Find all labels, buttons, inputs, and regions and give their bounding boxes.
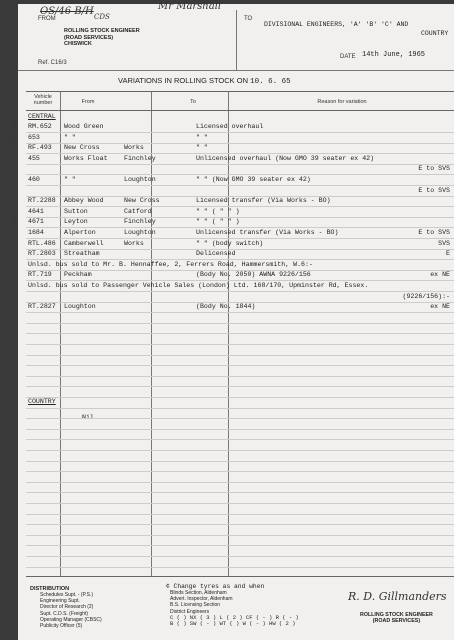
to-garage: Works xyxy=(124,239,144,247)
ruled-line xyxy=(26,556,454,557)
ruled-line xyxy=(26,535,454,536)
col-from: From xyxy=(81,99,95,105)
reason: " " xyxy=(196,133,208,141)
ruled-line xyxy=(26,545,454,546)
vehicle-number: RT.2827 xyxy=(28,303,56,311)
to-label: TO xyxy=(244,16,253,22)
ruled-line xyxy=(26,365,454,366)
from-garage: Works Float xyxy=(64,154,108,162)
tyre-note: ¢ Change tyres as and when xyxy=(166,583,265,590)
destination-code: E to SVS xyxy=(418,229,450,236)
ruled-line xyxy=(26,344,454,345)
date-label: DATE xyxy=(340,54,356,60)
to-garage: Finchley xyxy=(124,218,156,226)
ruled-line xyxy=(26,280,454,281)
from-garage: Loughton xyxy=(64,303,96,311)
ruled-line xyxy=(26,291,454,292)
ruled-line xyxy=(26,514,454,515)
ruled-line xyxy=(26,503,454,504)
ruled-line xyxy=(26,439,454,440)
vehicle-number: 4671 xyxy=(28,218,44,226)
destination-code: E to SVS xyxy=(418,165,450,173)
check-mark: ✓ xyxy=(12,122,18,130)
ruled-line xyxy=(26,355,454,356)
destination-code: (9226/156):- xyxy=(402,292,450,300)
ruled-line xyxy=(26,429,454,430)
vehicle-number: 4641 xyxy=(28,207,44,215)
reason: (Body No. 2050) AWNA 9226/156 xyxy=(196,271,311,279)
memo-sheet xyxy=(12,1,454,640)
from-garage: Sutton xyxy=(64,207,88,215)
from-garage: Wood Green xyxy=(64,123,104,130)
ruled-line xyxy=(26,153,454,154)
header-rule xyxy=(26,110,454,111)
vehicle-number: RT.2803 xyxy=(28,250,56,258)
to-block xyxy=(236,10,454,71)
from-garage: Peckham xyxy=(64,271,92,279)
handwritten-cds: CDS xyxy=(94,13,110,21)
table-row xyxy=(12,122,454,132)
to-garage: Loughton xyxy=(124,229,156,236)
to-garage: Loughton xyxy=(124,176,156,183)
table-row xyxy=(26,175,454,185)
from-label: FROM xyxy=(38,16,56,22)
ruled-line xyxy=(26,259,454,260)
district-code-2: B ( ) SW ( - ) WT ( ) W ( - ) HW ( 2 ) xyxy=(170,620,296,628)
ruled-line xyxy=(26,312,454,313)
from-garage: Abbey Wood xyxy=(64,197,104,205)
page-title: VARIATIONS IN ROLLING STOCK ON 10. 6. 65 xyxy=(118,76,291,86)
ruled-line xyxy=(26,217,454,218)
destination-code: SVS xyxy=(438,239,450,247)
table-row xyxy=(26,302,454,312)
ruled-line xyxy=(26,323,454,324)
destination-code: ex NE xyxy=(430,303,450,311)
ruled-line xyxy=(26,418,454,419)
ruled-line xyxy=(26,164,454,165)
variations-table xyxy=(12,91,454,577)
title-date: 10. 6. 65 xyxy=(250,78,291,86)
reason: Unlicensed overhaul (Now GMO 39 seater ex 42) xyxy=(196,154,375,162)
section-country: COUNTRY xyxy=(28,398,56,405)
table-row xyxy=(26,186,454,196)
reason: " " xyxy=(196,144,208,152)
distribution-label: DISTRIBUTION xyxy=(30,586,70,592)
to-garage: Finchley xyxy=(124,154,156,162)
ruled-line xyxy=(26,471,454,472)
ruled-line xyxy=(26,386,454,387)
ruled-line xyxy=(26,196,454,197)
ruled-line xyxy=(26,567,454,568)
row-note: Unlsd. bus sold to Passenger Vehicle Sales (London) Ltd. 168/170, Upminster Rd, Essex. xyxy=(28,282,369,289)
to-garage: Catford xyxy=(124,207,152,215)
from-garage: " " xyxy=(64,176,76,183)
to-line-2: COUNTRY xyxy=(421,30,449,37)
distribution-list-left: Schedules Supt. - (P.S.) Engineering Supt. Director of Research (2) Supt. C.D.S. (Freight) Operating Manager (CBSC) Publicity Officer (5) xyxy=(40,592,102,630)
table-row xyxy=(26,249,454,259)
ruled-line xyxy=(26,524,454,525)
ruled-line xyxy=(26,185,454,186)
ruled-line xyxy=(26,450,454,451)
reason: " " ( " " ) xyxy=(196,207,240,215)
check-mark: ✓ xyxy=(12,228,18,236)
distribution-list-right: Blinds Section, Aldenham Advert. Inspector, Aldenham B.S. Licensing Section District Engineers C ( ) NX ( 3 ) L ( 2 ) CF ( - ) R ( - ) B ( ) SW ( - ) WT ( ) W ( - ) HW ( 2 ) xyxy=(170,590,299,628)
signatory-title: ROLLING STOCK ENGINEER (ROAD SERVICES) xyxy=(360,612,433,625)
signature: R. D. Gillmanders xyxy=(348,590,447,603)
ruled-line xyxy=(26,132,454,133)
reason: Unlicensed transfer (Via Works - BO) xyxy=(196,229,339,236)
to-line-1: DIVISIONAL ENGINEERS, 'A' 'B' 'C' AND xyxy=(264,21,409,28)
col-to: To xyxy=(190,99,196,105)
ruled-line xyxy=(26,270,454,271)
table-row xyxy=(26,292,454,302)
vehicle-number: 653 xyxy=(28,133,40,141)
vehicle-number: 460 xyxy=(28,176,40,183)
table-row xyxy=(26,281,454,291)
vehicle-number: 1684 xyxy=(28,229,44,236)
ruled-line xyxy=(26,227,454,228)
from-garage: Streatham xyxy=(64,250,100,258)
table-row xyxy=(12,228,454,238)
to-garage: Works xyxy=(124,144,144,152)
ruled-line xyxy=(26,408,454,409)
handwritten-name: Mr Marshall xyxy=(158,1,222,12)
check-mark: ✓ xyxy=(12,132,18,141)
ruled-line xyxy=(26,397,454,398)
reason: " " ( " " ) xyxy=(196,218,240,226)
destination-code: ex NE xyxy=(430,271,450,279)
ruled-line xyxy=(26,302,454,303)
table-row xyxy=(12,196,454,206)
district-code-1: C ( ) NX ( 3 ) L ( 2 ) CF ( - ) R ( - ) xyxy=(170,613,299,621)
ruled-line xyxy=(26,461,454,462)
ruled-line xyxy=(26,482,454,483)
from-garage: Camberwell xyxy=(64,239,104,247)
ruled-line xyxy=(26,238,454,239)
section-central: CENTRAL xyxy=(28,113,56,120)
check-mark: ✓ xyxy=(12,196,18,205)
ruled-line xyxy=(26,143,454,144)
table-row xyxy=(26,260,454,270)
table-row xyxy=(26,164,454,174)
table-row xyxy=(26,270,454,280)
from-garage: Alperton xyxy=(64,229,96,236)
table-row xyxy=(26,207,454,217)
from-address: ROLLING STOCK ENGINEER (ROAD SERVICES) CHISWICK xyxy=(64,28,140,47)
ruled-line xyxy=(26,174,454,175)
date-value: 14th June, 1965 xyxy=(362,51,426,59)
ruled-line xyxy=(26,249,454,250)
handwritten-ref: OS/46 B/H xyxy=(40,6,94,17)
table-row xyxy=(12,217,454,227)
destination-code: E to SVS xyxy=(418,186,450,194)
vehicle-number: RT.2288 xyxy=(28,197,56,205)
vehicle-number: RF.493 xyxy=(28,144,52,152)
reason: Licensed overhaul xyxy=(196,123,264,130)
vehicle-number: 455 xyxy=(28,154,40,162)
table-row xyxy=(26,239,454,249)
distribution-footer xyxy=(18,582,454,640)
reason: Licensed transfer (Via Works - BO) xyxy=(196,197,331,205)
vehicle-number: RM.652 xyxy=(28,123,52,130)
ruled-line xyxy=(26,492,454,493)
destination-code: E xyxy=(446,250,450,258)
reason: " " (body switch) xyxy=(196,239,264,247)
ruled-line xyxy=(26,206,454,207)
reference: Ref. C16/3 xyxy=(38,60,67,66)
row-note: Unlsd. bus sold to Mr. B. Hennaffee, 2, Ferrers Road, Hammersmith, W.6:- xyxy=(28,260,313,268)
table-row xyxy=(26,143,454,153)
check-mark: ✓ xyxy=(12,217,18,226)
from-garage: New Cross xyxy=(64,144,100,152)
from-garage: " " xyxy=(64,133,76,141)
ruled-line xyxy=(26,376,454,377)
from-garage: Leyton xyxy=(64,218,88,226)
reason: " " (Now GMO 39 seater ex 42) xyxy=(196,176,311,183)
col-vehicle: Vehicle number xyxy=(33,94,53,106)
vehicle-number: RT.719 xyxy=(28,271,52,279)
vehicle-number: RTL.486 xyxy=(28,239,56,247)
col-reason: Reason for variation xyxy=(317,99,367,105)
ruled-line xyxy=(26,333,454,334)
table-row xyxy=(26,154,454,164)
table-row xyxy=(12,132,454,143)
reason: (Body No. 1844) xyxy=(196,303,256,311)
reason: Delicensed xyxy=(196,250,236,258)
to-garage: New Cross xyxy=(124,197,160,205)
